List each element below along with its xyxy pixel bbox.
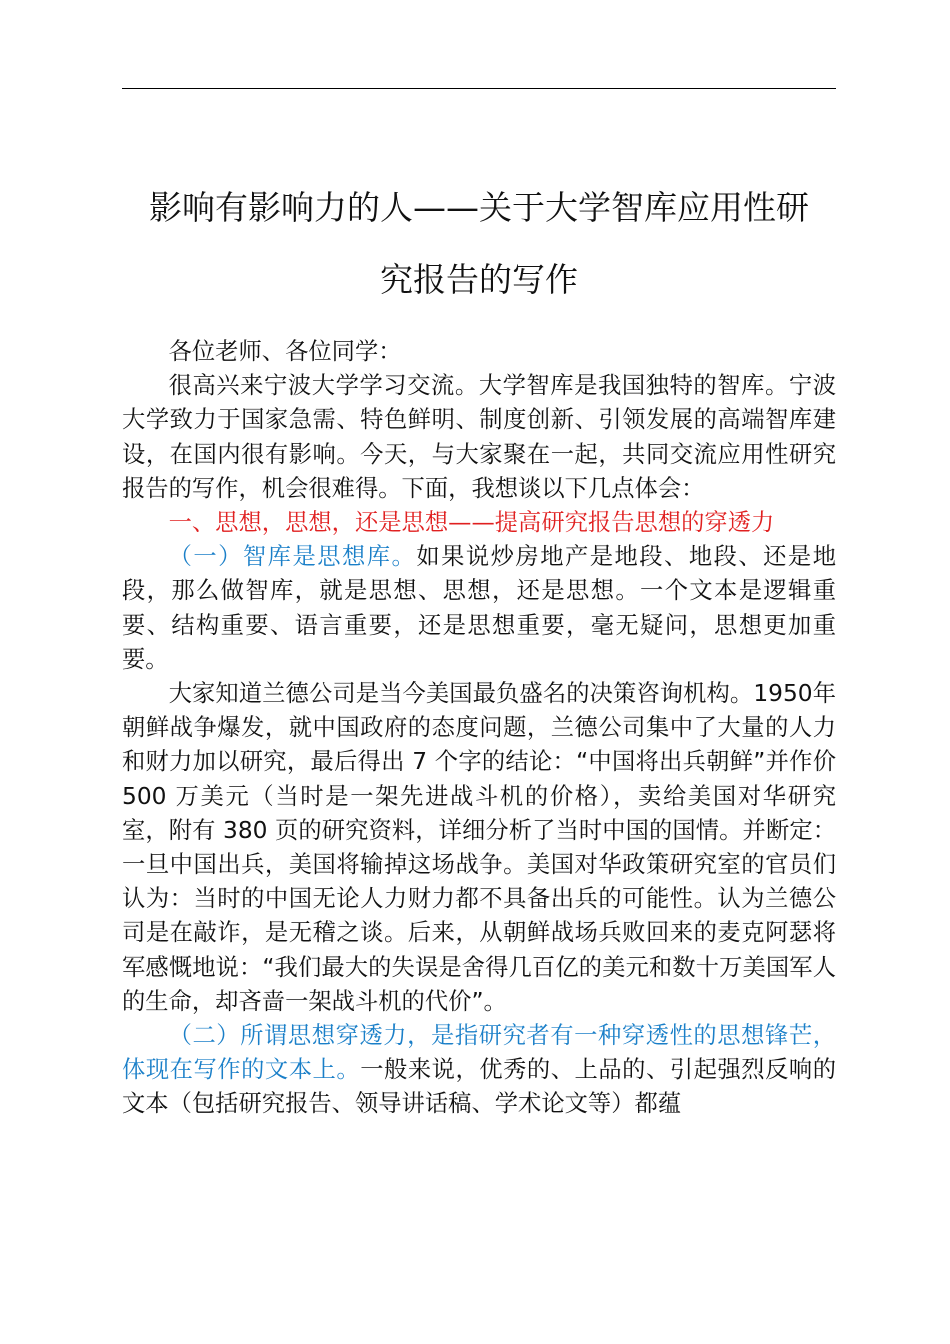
section-heading-1: 一、思想，思想，还是思想——提高研究报告思想的穿透力 (168, 509, 775, 537)
document-title (122, 172, 836, 316)
subheading-2: （二）所谓思想穿透力，是指研究者有一种穿透性的思想锋芒，体现在写作的文本上。 (122, 1022, 836, 1084)
salutation: 各位老师、各位同学： (168, 338, 402, 365)
subheading-1: （一）智库是思想库。 (168, 543, 417, 571)
paragraph-3-body: 一般来说，优秀的、上品的、引起强烈反响的文本（包括研究报告、领导讲话稿、学术论文等）都蕴 (122, 1056, 837, 1118)
paragraph-1 (122, 540, 836, 677)
title-line-1: 影响有影响力的人——关于大学智库应用性研 (149, 188, 809, 227)
paragraph-3 (122, 1019, 836, 1122)
title-line-2: 究报告的写作 (380, 260, 578, 299)
paragraph-2: 大家知道兰德公司是当今美国最负盛名的决策咨询机构。1950年朝鲜战争爆发，就中国政府的态度问题，兰德公司集中了大量的人力和财力加以研究，最后得出 7 个字的结论：“中国将出兵朝鲜”并作价 500 万美元（当时是一架先进战斗机的价格），卖给美国对华研究室，附有 380 页的研究资料，详细分析了当时中国的国情。并断定：一旦中国出兵，美国将输掉这场战争。美国对华政策研究室的官员们认为：当时的中国无论人力财力都不具备出兵的可能性。认为兰德公司是在敲诈，是无稽之谈。后来，从朝鲜战场兵败回来的麦克阿瑟将军感慨地说：“我们最大的失误是舍得几百亿的美元和数十万美国军人的生命，却吝啬一架战斗机的代价”。 (122, 680, 836, 1015)
header-rule (122, 88, 836, 89)
paragraph-1-body: 如果说炒房地产是地段、地段、还是地段，那么做智库，就是思想、思想，还是思想。一个文本是逻辑重要、结构重要、语言重要，还是思想重要，毫无疑问，思想更加重要。 (122, 543, 836, 673)
document-body (122, 335, 836, 1122)
intro-paragraph: 很高兴来宁波大学学习交流。大学智库是我国独特的智库。宁波大学致力于国家急需、特色鲜明、制度创新、引领发展的高端智库建设，在国内很有影响。今天，与大家聚在一起，共同交流应用性研究报告的写作，机会很难得。下面，我想谈以下几点体会： (122, 372, 836, 502)
